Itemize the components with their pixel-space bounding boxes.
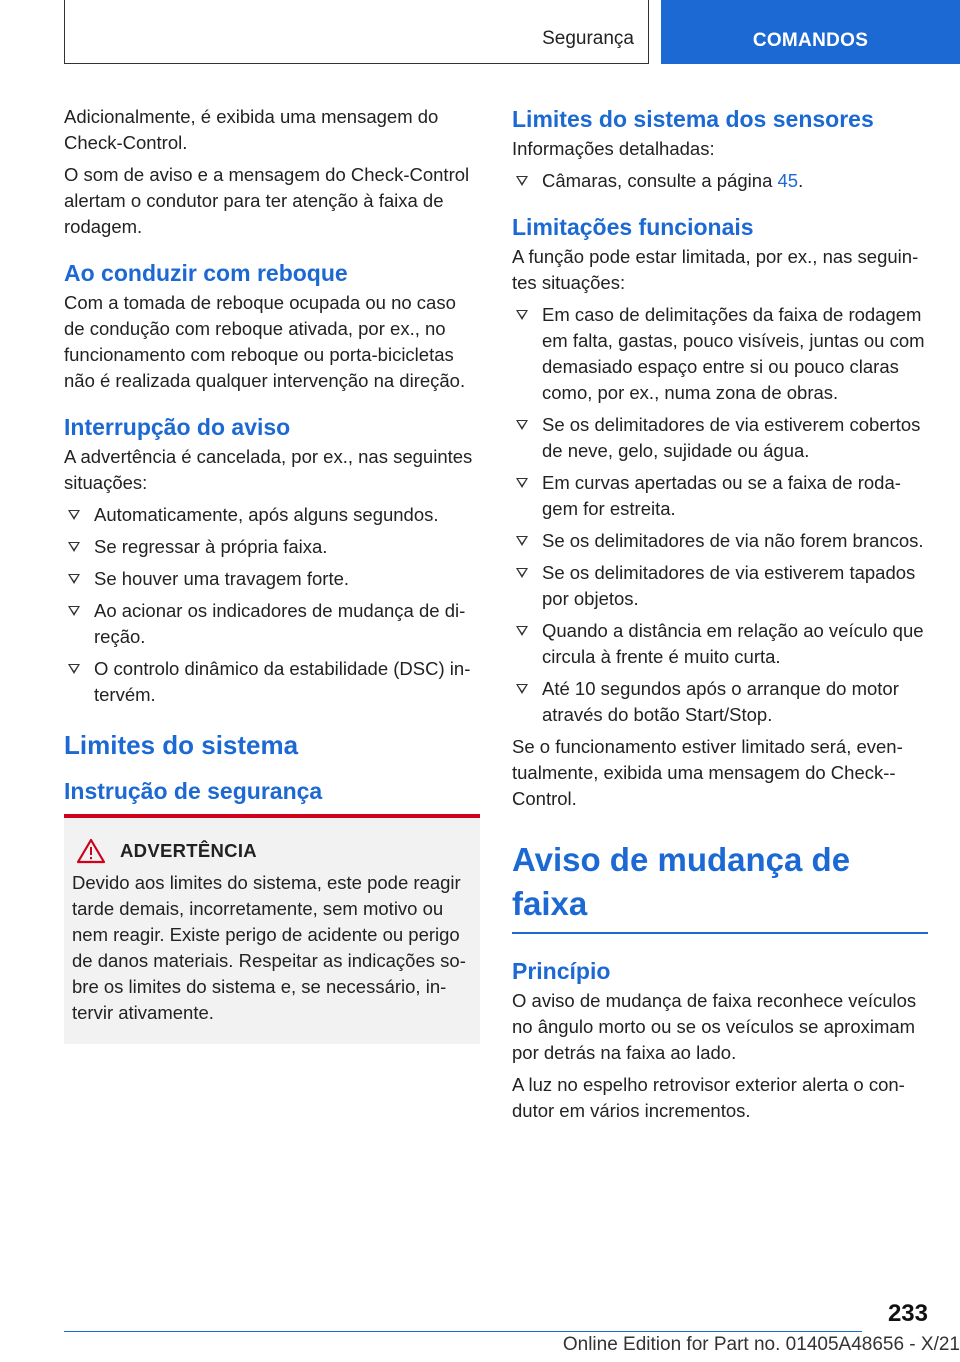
bullet-triangle-icon bbox=[68, 606, 80, 616]
header-section-title: Segurança bbox=[542, 28, 634, 49]
heading-system-limits: Limites do sistema bbox=[64, 730, 299, 760]
list-item: Em curvas apertadas ou se a faixa de rodagem for estreita. bbox=[512, 470, 928, 522]
list-item: Se os delimitadores de via estiverem cobertos de neve, gelo, sujidade ou água. bbox=[512, 412, 928, 464]
paragraph-warning-sound: O som de aviso e a mensagem do Check-Control alertam o condutor para ter atenção à faixa de rodagem. bbox=[64, 164, 470, 237]
list-item: Se houver uma travagem forte. bbox=[64, 566, 480, 592]
list-item: Se os delimitadores de via estiverem tapados por objetos. bbox=[512, 560, 928, 612]
bullet-triangle-icon bbox=[68, 574, 80, 584]
paragraph-interruption: A advertência é cancelada, por ex., nas seguintes situações: bbox=[64, 446, 473, 493]
bullet-triangle-icon bbox=[516, 310, 528, 320]
bullet-triangle-icon bbox=[516, 626, 528, 636]
page-reference-link[interactable]: 45 bbox=[777, 170, 799, 191]
bullet-triangle-icon bbox=[68, 510, 80, 520]
paragraph-principle-2: A luz no espelho retrovisor exterior alerta o condutor em vários incrementos. bbox=[512, 1074, 905, 1121]
header-chapter-label: COMANDOS bbox=[752, 30, 869, 51]
bullet-triangle-icon bbox=[516, 536, 528, 546]
sensor-list bbox=[512, 168, 928, 194]
list-item: Automaticamente, após alguns segundos. bbox=[64, 502, 480, 528]
bullet-triangle-icon bbox=[68, 542, 80, 552]
warning-triangle-icon bbox=[76, 838, 106, 864]
footer-edition: Online Edition for Part no. 01405A48656 - X/21 bbox=[562, 1334, 960, 1355]
bullet-triangle-icon bbox=[516, 568, 528, 578]
right-column bbox=[512, 104, 928, 1130]
heading-interruption: Interrupção do aviso bbox=[64, 414, 291, 440]
list-item: Se os delimitadores de via não forem brancos. bbox=[512, 528, 928, 554]
heading-safety-instruction: Instrução de segurança bbox=[64, 778, 323, 804]
bullet-triangle-icon bbox=[516, 176, 528, 186]
warning-title: ADVERTÊNCIA bbox=[120, 840, 257, 861]
bullet-triangle-icon bbox=[516, 420, 528, 430]
heading-towing: Ao conduzir com reboque bbox=[64, 260, 348, 286]
bullet-triangle-icon bbox=[516, 478, 528, 488]
paragraph-towing: Com a tomada de reboque ocupada ou no caso de condução com reboque ativada, por ex., no funcionamento com reboque ou porta-bicicletas não é realizada qualquer intervenção na direção. bbox=[64, 292, 466, 391]
list-item: Até 10 segundos após o arranque do motor através do botão Start/Stop. bbox=[512, 676, 928, 728]
list-item: Quando a distância em relação ao veículo que circula à frente é muito curta. bbox=[512, 618, 928, 670]
paragraph-check-control: Adicionalmente, é exibida uma mensagem do Check-Control. bbox=[64, 106, 439, 153]
list-item: Se regressar à própria faixa. bbox=[64, 534, 480, 560]
functional-limits-list bbox=[512, 302, 928, 728]
list-item: Em caso de delimitações da faixa de rodagem em falta, gastas, pouco visíveis, juntas ou com demasiado espaço entre si ou pouco claras como, por ex., numa zona de obras. bbox=[512, 302, 928, 406]
header-section-box bbox=[64, 0, 649, 64]
warning-box bbox=[64, 814, 480, 1044]
list-item: Câmaras, consulte a página 45. bbox=[512, 168, 928, 194]
interruption-list bbox=[64, 502, 480, 708]
bullet-triangle-icon bbox=[68, 664, 80, 674]
list-item: Ao acionar os indicadores de mudança de direção. bbox=[64, 598, 480, 650]
footer-divider bbox=[64, 1331, 862, 1332]
list-item: O controlo dinâmico da estabilidade (DSC) intervém. bbox=[64, 656, 480, 708]
chapter-title-lane-change: Aviso de mudança de faixa bbox=[512, 838, 928, 934]
paragraph-functional-limits: A função pode estar limitada, por ex., nas seguintes situações: bbox=[512, 246, 919, 293]
page-number: 233 bbox=[887, 1300, 928, 1327]
header-chapter-tab[interactable] bbox=[661, 0, 960, 64]
warning-text: Devido aos limites do sistema, este pode reagir tarde demais, incorretamente, sem motivo ou nem reagir. Existe perigo de acidente ou perigo de danos materiais. Respeitar as indicações sobre os limites do sistema e, se necessário, intervir ativamente. bbox=[72, 872, 466, 1023]
warning-header bbox=[72, 838, 472, 864]
paragraph-detailed-info: Informações detalhadas: bbox=[512, 138, 715, 159]
bullet-triangle-icon bbox=[516, 684, 528, 694]
heading-sensor-limits: Limites do sistema dos sensores bbox=[512, 106, 874, 132]
heading-functional-limits: Limitações funcionais bbox=[512, 214, 754, 240]
paragraph-functional-limits-end: Se o funcionamento estiver limitado será, eventualmente, exibida uma mensagem do Check-Control. bbox=[512, 736, 903, 809]
heading-principle: Princípio bbox=[512, 958, 611, 984]
paragraph-principle-1: O aviso de mudança de faixa reconhece veículos no ângulo morto ou se os veículos se aproximam por detrás na faixa ao lado. bbox=[512, 990, 917, 1063]
left-column bbox=[64, 104, 480, 1044]
